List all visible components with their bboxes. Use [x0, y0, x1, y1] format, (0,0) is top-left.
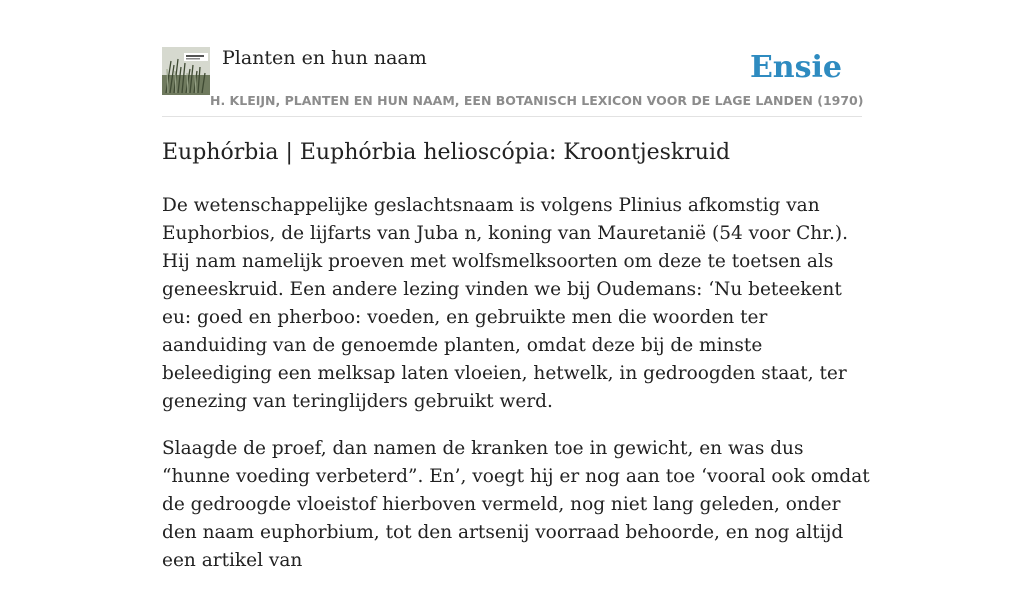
ensie-logo[interactable]: Ensie: [749, 50, 842, 85]
source-header: [162, 46, 862, 117]
book-cover-plants-icon: [162, 47, 210, 95]
entry-paragraph: De wetenschappelijke geslachtsnaam is volgens Plinius afkomstig van Euphorbios, de lijfarts van Juba n, koning van Mauretanië (54 voor Chr.). Hij nam namelijk proeven met wolfsmelksoorten om deze te toetsen als geneeskruid. Een andere lezing vinden we bij Oudemans: ‘Nu beteekent eu: goed en pherboo: voeden, en gebruikte men die woorden ter aanduiding van de genoemde planten, omdat deze bij de minste beleediging een melksap laten vloeien, hetwelk, in gedroogden staat, ter genezing van teringlijders gebruikt werd.: [162, 195, 848, 412]
source-title[interactable]: Planten en hun naam: [222, 47, 427, 69]
entry-paragraph: Slaagde de proef, dan namen de kranken toe in gewicht, en was dus “hunne voeding verbeterd”. En’, voegt hij er nog aan toe ‘vooral ook omdat de gedroogde vloeistof hierboven vermeld, nog niet lang geleden, onder den naam euphorbium, tot den artsenij voorraad behoorde, en nog altijd een artikel van: [162, 438, 870, 571]
source-citation: H. KLEIJN, PLANTEN EN HUN NAAM, EEN BOTANISCH LEXICON VOOR DE LAGE LANDEN (1970): [210, 93, 864, 108]
entry-body: [162, 192, 874, 594]
entry-title: Euphórbia | Euphórbia helioscópia: Kroontjeskruid: [162, 140, 731, 165]
source-avatar[interactable]: [162, 47, 210, 95]
